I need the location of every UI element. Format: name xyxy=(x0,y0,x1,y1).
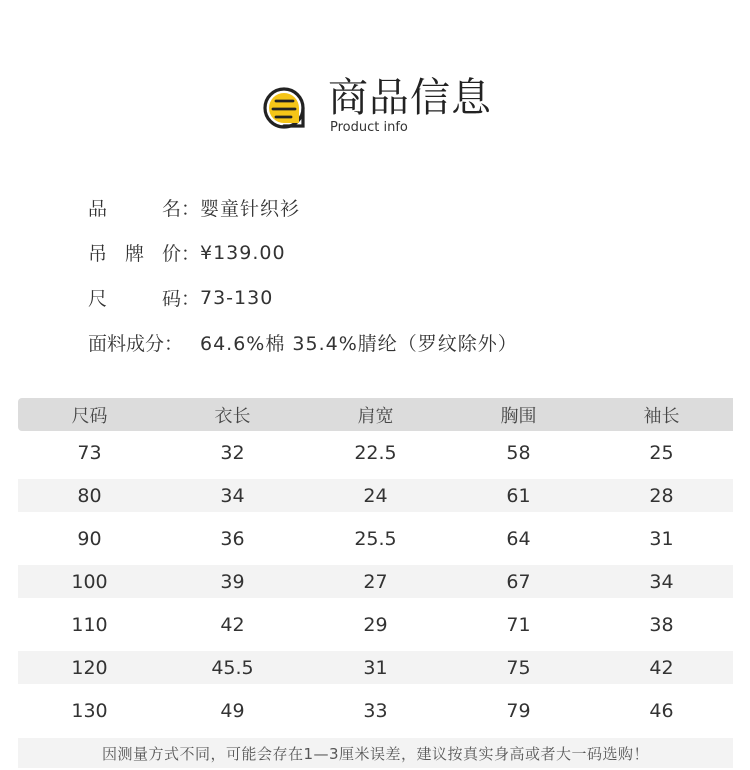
table-cell: 34 xyxy=(220,484,245,507)
size-table xyxy=(18,398,733,732)
column-header: 衣长 xyxy=(214,405,251,427)
info-row-name xyxy=(88,185,728,230)
table-cell: 79 xyxy=(506,699,531,722)
measurement-note: 因测量方式不同，可能会存在1—3厘米误差，建议按真实身高或者大一码选购！ xyxy=(18,738,733,768)
table-row xyxy=(18,651,733,684)
table-cell: 36 xyxy=(220,527,245,550)
table-cell: 75 xyxy=(506,656,531,679)
table-cell: 22.5 xyxy=(354,441,397,464)
table-row xyxy=(18,603,733,646)
section-header xyxy=(0,72,750,142)
table-header xyxy=(18,398,733,431)
info-row-fabric xyxy=(88,320,728,365)
table-cell: 61 xyxy=(506,484,531,507)
table-row xyxy=(18,689,733,732)
table-cell: 24 xyxy=(363,484,388,507)
table-cell: 25 xyxy=(649,441,674,464)
table-cell: 58 xyxy=(506,441,531,464)
table-cell: 130 xyxy=(71,699,108,722)
table-cell: 27 xyxy=(363,570,388,593)
document-list-icon xyxy=(262,84,312,132)
table-cell: 32 xyxy=(220,441,245,464)
table-row xyxy=(18,479,733,512)
table-cell: 31 xyxy=(363,656,388,679)
table-cell: 28 xyxy=(649,484,674,507)
info-label: 吊 牌 价： xyxy=(88,243,200,265)
table-cell: 90 xyxy=(77,527,102,550)
table-cell: 49 xyxy=(220,699,245,722)
column-header: 肩宽 xyxy=(357,405,394,427)
page-subtitle: Product info xyxy=(330,120,408,135)
table-cell: 64 xyxy=(506,527,531,550)
table-cell: 42 xyxy=(649,656,674,679)
info-value: 婴童针织衫 xyxy=(200,198,301,220)
table-cell: 67 xyxy=(506,570,531,593)
info-label: 品 名： xyxy=(88,198,200,220)
info-row-price xyxy=(88,230,728,275)
table-cell: 38 xyxy=(649,613,674,636)
table-row xyxy=(18,431,733,474)
table-cell: 100 xyxy=(71,570,108,593)
table-cell: 31 xyxy=(649,527,674,550)
column-header: 袖长 xyxy=(643,405,680,427)
info-value: ¥139.00 xyxy=(200,241,286,264)
info-label: 面料成分： xyxy=(88,333,184,355)
table-cell: 39 xyxy=(220,570,245,593)
table-cell: 80 xyxy=(77,484,102,507)
info-label: 尺 码： xyxy=(88,288,200,310)
table-cell: 25.5 xyxy=(354,527,397,550)
info-row-size xyxy=(88,275,728,320)
table-cell: 45.5 xyxy=(211,656,254,679)
column-header: 尺码 xyxy=(71,405,108,427)
table-row xyxy=(18,517,733,560)
table-cell: 120 xyxy=(71,656,108,679)
table-cell: 46 xyxy=(649,699,674,722)
table-cell: 29 xyxy=(363,613,388,636)
table-row xyxy=(18,565,733,598)
table-cell: 33 xyxy=(363,699,388,722)
product-info-list xyxy=(88,185,728,365)
table-cell: 71 xyxy=(506,613,531,636)
table-cell: 42 xyxy=(220,613,245,636)
info-value: 73-130 xyxy=(200,286,274,309)
column-header: 胸围 xyxy=(500,405,537,427)
table-cell: 110 xyxy=(71,613,108,636)
table-cell: 34 xyxy=(649,570,674,593)
info-value: 64.6%棉 35.4%腈纶（罗纹除外） xyxy=(200,333,518,355)
table-cell: 73 xyxy=(77,441,102,464)
page-title: 商品信息 xyxy=(328,75,492,121)
